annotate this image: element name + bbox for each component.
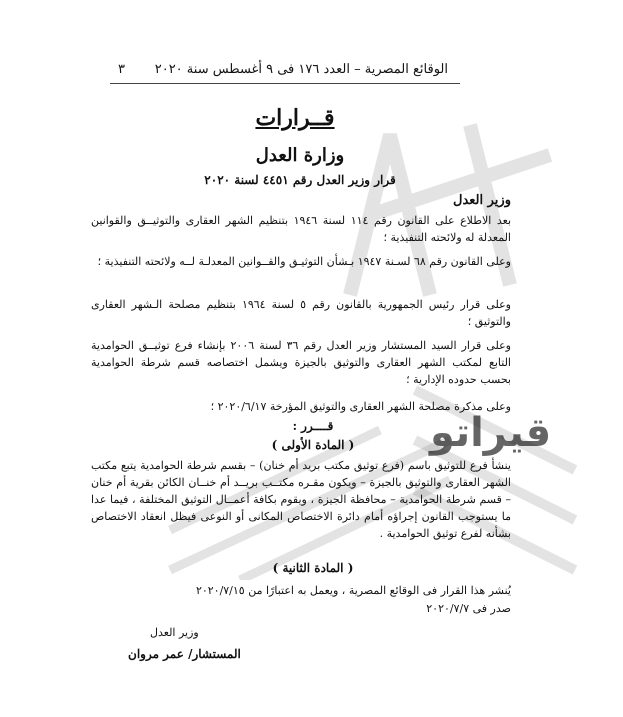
decree-title: قرار وزير العدل رقم ٤٤٥١ لسنة ٢٠٢٠ xyxy=(204,173,396,187)
ministry-name: وزارة العدل xyxy=(255,145,345,166)
signature-title: وزير العدل xyxy=(150,626,199,639)
decided-heading: قــــرر : xyxy=(292,419,334,433)
header-divider xyxy=(110,83,460,84)
article2-heading: ( المادة الثانية ) xyxy=(272,561,354,575)
preamble-3: وعلى قرار رئيس الجمهورية بالقانون رقم ٥ لسنة ١٩٦٤ بتنظيم مصلحة الـشهر العقارى والتوثيق ؛ xyxy=(91,298,511,328)
preamble-4: وعلى قرار السيد المستشار وزير العدل رقم ٣٦ لسنة ٢٠٠٦ بإنشاء فرع توثيــق الحوامدية التابع لمكتب الشهر العقارى والتوثيق بالجيزة ويشمل اختصاصه قسم شرطة الحوامدية بحسب حدوده الإدارية ؛ xyxy=(91,339,511,386)
preamble-5: وعلى مذكرة مصلحة الشهر العقارى والتوثيق المؤرخة ٢٠٢٠/٦/١٧ ؛ xyxy=(210,400,511,413)
article2-text: يُنشر هذا القرار فى الوقائع المصرية ، ويعمل به اعتبارًا من ٢٠٢٠/٧/١٥ xyxy=(195,584,511,597)
page-title: قــرارات xyxy=(255,105,335,131)
running-title: الوقائع المصرية – العدد ١٧٦ فى ٩ أغسطس سنة ٢٠٢٠ xyxy=(154,61,448,77)
article1-heading: ( المادة الأولى ) xyxy=(271,438,355,452)
watermark-stamp: قيراتو xyxy=(430,410,552,456)
issuer-heading: وزير العدل xyxy=(453,193,511,208)
running-header xyxy=(118,58,448,80)
issued-date: صدر فى ٢٠٢٠/٧/٧ xyxy=(426,602,511,615)
article1-text: ينشأ فرع للتوثيق باسم (فرع توثيق مكتب بريد أم خنان) – بقسم شرطة الحوامدية يتبع مكتب الشهر العقارى والتوثيق بالجيزة – ويكون مقـره مكتــب بريــد أم خنــان الكائن بقرية أم خنان – قسم شرطة الحوامدية – محافظة الجيزة ، ويقوم بكافة أعمــال التوثيق المختلفة ، فيما عدا ما يستوجب القانون إجراؤه أمام دائرة الاختصاص المكانى أو النوعى فيظل انعقاد الاختصاص بشأنه لفرع توثيق الحوامدية . xyxy=(91,459,511,540)
preamble-1: بعد الاطلاع على القانون رقم ١١٤ لسنة ١٩٤٦ بتنظيم الشهر العقارى والتوثيــق والقوانين المعدلة له ولائحته التنفيذية ؛ xyxy=(91,214,512,244)
preamble-2: وعلى القانون رقم ٦٨ لسـنة ١٩٤٧ بـشأن التوثيـق والقــوانين المعدلـة لــه ولائحته التنفيذية ؛ xyxy=(97,255,511,268)
signature-name: المستشار/ عمر مروان xyxy=(128,647,241,661)
page-number: ٣ xyxy=(118,61,125,77)
